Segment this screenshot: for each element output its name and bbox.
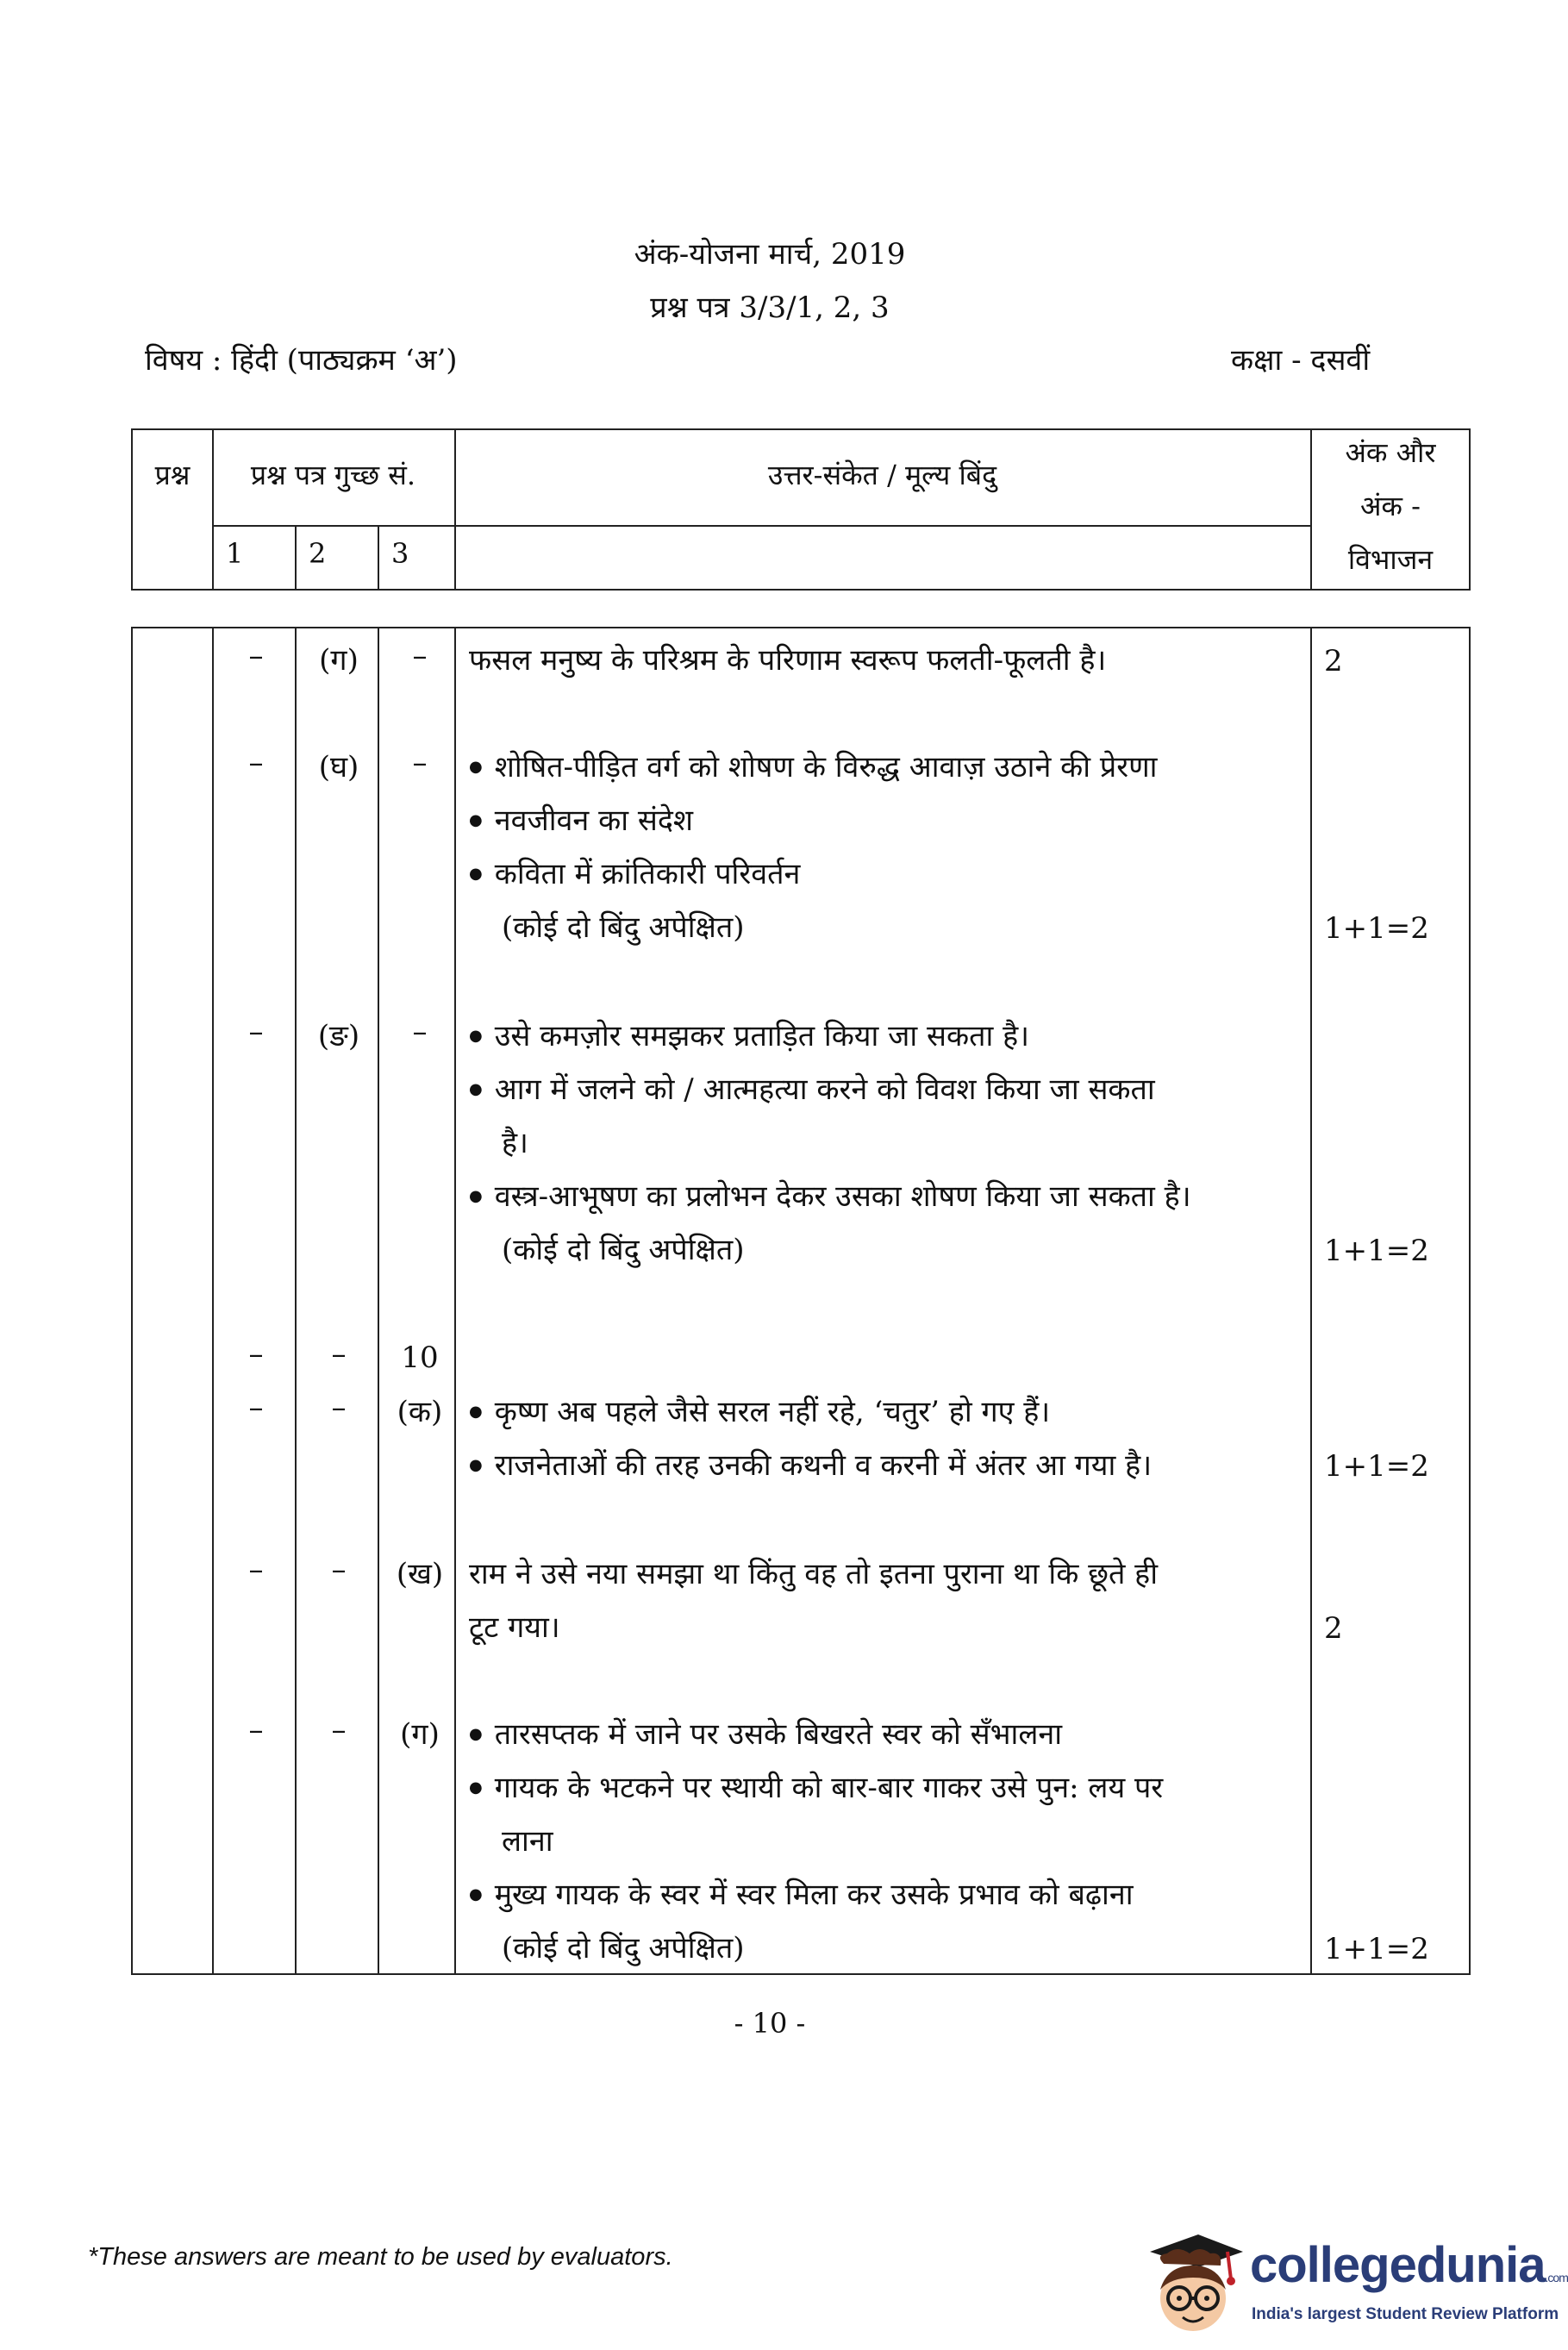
set-number-3: 3 [391,537,409,570]
answer-bullet: ● नवजीवन का संदेश [469,799,693,839]
answer-bullet: ● राजनेताओं की तरह उनकी कथनी व करनी में अंतर आ गया है। [469,1444,1152,1484]
question-number: 10 [401,1341,439,1375]
col-marks-header-2: अंक - [1359,490,1421,522]
collegedunia-logo [1138,2221,1568,2350]
col-set-header: प्रश्न पत्र गुच्छ सं. [250,459,416,491]
set-number-1: 1 [226,537,244,570]
answer-table [131,627,1471,1975]
answer-bullet: ● वस्त्र-आभूषण का प्रलोभन देकर उसका शोषण किया जा सकता है। [469,1175,1191,1215]
page-number: - 10 - [734,2007,806,2040]
row-set3: (ख) [396,1557,444,1591]
logo-brand-text: collegedunia [1250,2237,1546,2293]
row-set1: – [248,1015,264,1049]
col-marks-header-1: अंक और [1345,436,1436,469]
answer-bullet: ● कविता में क्रांतिकारी परिवर्तन [469,853,800,892]
row-set2: (ङ) [317,1019,360,1053]
paper-code: प्रश्न पत्र 3/3/1, 2, 3 [650,291,890,325]
answer-bullet: ● तारसप्तक में जाने पर उसके बिखरते स्वर को सँभालना [469,1713,1062,1753]
row-set3: – [412,746,428,780]
answer-bullet-continued: लाना [502,1824,553,1859]
set-number-2: 2 [309,537,327,570]
col-answer-header: उत्तर-संकेत / मूल्य बिंदु [767,459,997,491]
row-set3: – [412,1015,428,1049]
marks-value: 2 [1324,1611,1343,1646]
row-set3: (ग) [400,1717,440,1752]
answer-bullet: ● उसे कमज़ोर समझकर प्रताड़ित किया जा सकता है। [469,1015,1029,1054]
row-set3: (क) [397,1395,443,1429]
answer-note: (कोई दो बिंदु अपेक्षित) [502,1931,745,1966]
row-set2: – [331,1337,347,1372]
col-marks-header-3: विभाजन [1347,543,1434,576]
answer-bullet: ● कृष्ण अब पहले जैसे सरल नहीं रहे, ‘चतुर’ हो गए हैं। [469,1391,1050,1430]
row-set1: – [248,1713,264,1747]
row-set3: – [412,639,428,673]
answer-bullet: ● गायक के भटकने पर स्थायी को बार-बार गाकर उसे पुन: लय पर [469,1766,1163,1806]
answer-bullet-continued: है। [502,1126,528,1160]
answer-bullet: ● शोषित-पीड़ित वर्ग को शोषण के विरुद्ध आवाज़ उठाने की प्रेरणा [469,746,1157,785]
answer-note: (कोई दो बिंदु अपेक्षित) [502,910,745,945]
row-set1: – [248,1391,264,1425]
answer-text: फसल मनुष्य के परिश्रम के परिणाम स्वरूप फलती-फूलती है। [469,643,1107,678]
row-set1: – [248,639,264,673]
row-set2: (घ) [318,750,359,784]
class-label: कक्षा - दसवीं [1231,343,1371,378]
mascot-icon [1138,2229,1248,2350]
answer-bullet: ● मुख्य गायक के स्वर में स्वर मिला कर उसके प्रभाव को बढ़ाना [469,1873,1134,1913]
row-set1: – [248,1553,264,1587]
row-set2: – [331,1553,347,1587]
scheme-title: अंक-योजना मार्च, 2019 [634,237,906,272]
logo-tagline: India's largest Student Review Platform [1252,2305,1559,2323]
row-set1: – [248,1337,264,1372]
marks-value: 2 [1324,644,1343,678]
answer-note: (कोई दो बिंदु अपेक्षित) [502,1233,745,1267]
marks-value: 1+1=2 [1324,911,1429,946]
col-question-header: प्रश्न [154,459,191,491]
marks-value: 1+1=2 [1324,1234,1429,1268]
row-set2: – [331,1713,347,1747]
row-set1: – [248,746,264,780]
evaluator-footnote: *These answers are meant to be used by evaluators. [88,2243,673,2271]
header-table [131,428,1471,591]
marks-value: 1+1=2 [1324,1449,1429,1484]
answer-text-continued: टूट गया। [469,1610,560,1645]
answer-text: राम ने उसे नया समझा था किंतु वह तो इतना पुराना था कि छूते ही [469,1557,1159,1591]
marks-value: 1+1=2 [1324,1932,1429,1966]
answer-bullet: ● आग में जलने को / आत्महत्या करने को विवश किया जा सकता [469,1068,1155,1108]
row-set2: – [331,1391,347,1425]
logo-domain-suffix: .com [1545,2271,1568,2284]
row-set2: (ग) [319,643,359,678]
subject-label: विषय : हिंदी (पाठ्यक्रम ‘अ’) [145,343,458,378]
